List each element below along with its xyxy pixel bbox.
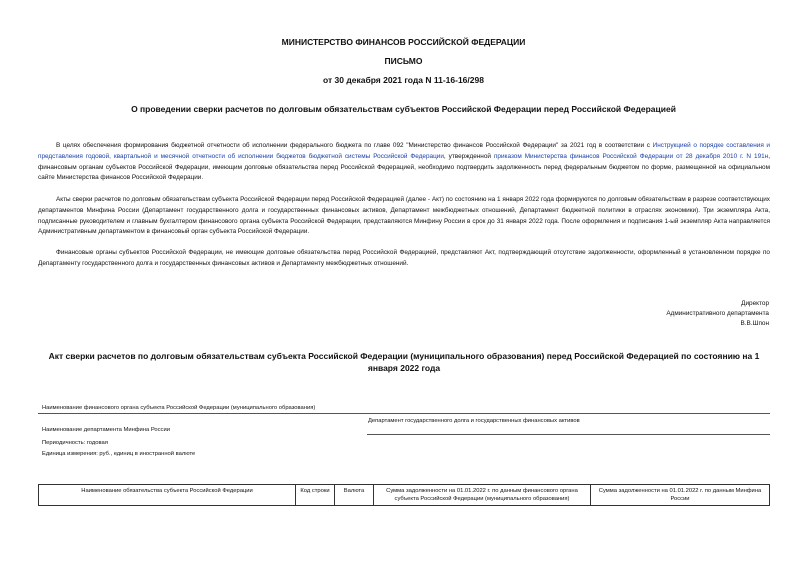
- act-title: Акт сверки расчетов по долговым обязательствам субъекта Российской Федерации (муниципального образования) перед Российской Федерацией по состоянию на 1 января 2022 года: [48, 351, 760, 373]
- col-sum-fin-org: Сумма задолженности на 01.01.2022 г. по данным финансового органа субъекта Российской Федерации (муниципального образования): [374, 485, 591, 506]
- field-dept-line: [367, 434, 770, 435]
- doc-subject: О проведении сверки расчетов по долговым обязательствам субъектов Российской Федерации перед Российской Федерацией: [131, 104, 676, 114]
- signature-name: В.В.Шпон: [740, 320, 769, 327]
- col-line-code: Код строки: [296, 485, 335, 506]
- field-fin-org-label: Наименование финансового органа субъекта Российской Федерации (муниципального образования): [42, 405, 316, 411]
- field-period: Периодичность: годовая: [42, 440, 108, 446]
- paragraph-1-text-b: , утвержденной: [443, 152, 494, 160]
- paragraph-2: Акты сверки расчетов по долговым обязательствам субъекта Российской Федерации перед Российской Федерацией (далее - Акт) по состоянию на 1 января 2022 года формируются по долговым обязательствам в разрезе соответствующих департаментов Минфина России (Департамент государственного долга и государственных финансовых активов, Департамент межбюджетных отношений, Департамент бюджетной политики в отраслях экономики). Три экземпляра Акта, подписанные руководителем и главным бухгалтером финансового органа субъекта Российской Федерации, представляются Минфину России в срок до 31 января 2022 года. После оформления и подписания 1-ый экземпляр Акта направляется Административным департаментом в финансовый орган субъекта Российской Федерации.: [38, 196, 770, 236]
- col-sum-minfin: Сумма задолженности на 01.01.2022 г. по данным Минфина России: [591, 485, 770, 506]
- field-dept-label: Наименование департамента Минфина России: [42, 427, 170, 433]
- field-unit: Единица измерения: руб., единиц в иностранной валюте: [42, 451, 196, 457]
- paragraph-3: Финансовые органы субъектов Российской Федерации, не имеющие долговые обязательства перед Российской Федерацией, представляют Акт, подтверждающий отсутствие задолженности, оформленный в установленном порядке по Департаменту государственного долга и государственных финансовых активов и Департаменту межбюджетных отношений.: [38, 249, 770, 267]
- doc-type: ПИСЬМО: [384, 56, 423, 66]
- signature-title: Директор: [741, 300, 769, 307]
- table-header-row: [39, 485, 770, 506]
- ministry-title: МИНИСТЕРСТВО ФИНАНСОВ РОССИЙСКОЙ ФЕДЕРАЦИИ: [281, 37, 526, 47]
- doc-date-number: от 30 декабря 2021 года N 11-16-16/298: [323, 75, 484, 85]
- paragraph-1: [38, 141, 770, 184]
- col-obligation: Наименование обязательства субъекта Российской Федерации: [39, 485, 296, 506]
- field-dept-value: Департамент государственного долга и государственных финансовых активов: [368, 418, 580, 424]
- signature-dept: Административного департамента: [666, 310, 769, 317]
- instruction-link[interactable]: Инструкцией о порядке составления и представления годовой, квартальной и месячной отчетности об исполнении бюджетов бюджетной системы Российской Федерации: [38, 142, 770, 160]
- col-currency: Валюта: [335, 485, 374, 506]
- field-fin-org-line: [38, 413, 770, 414]
- order-link[interactable]: приказом Министерства финансов Российской Федерации от 28 декабря 2010 г. N 191н: [493, 152, 769, 160]
- act-table: [38, 484, 770, 506]
- paragraph-1-text-a: В целях обеспечения формирования бюджетной отчетности об исполнении федерального бюджета по главе 092 "Министерство финансов Российской Федерации" за 2021 год в соответствии с: [56, 142, 653, 149]
- paragraph-1-text-c: , финансовым органам субъектов Российской Федерации, имеющим долговые обязательства перед Российской Федерацией, необходимо подтвердить задолженность перед федеральным бюджетом по форме, размещенной на официальном сайте Министерства финансов Российской Федерации.: [38, 152, 770, 182]
